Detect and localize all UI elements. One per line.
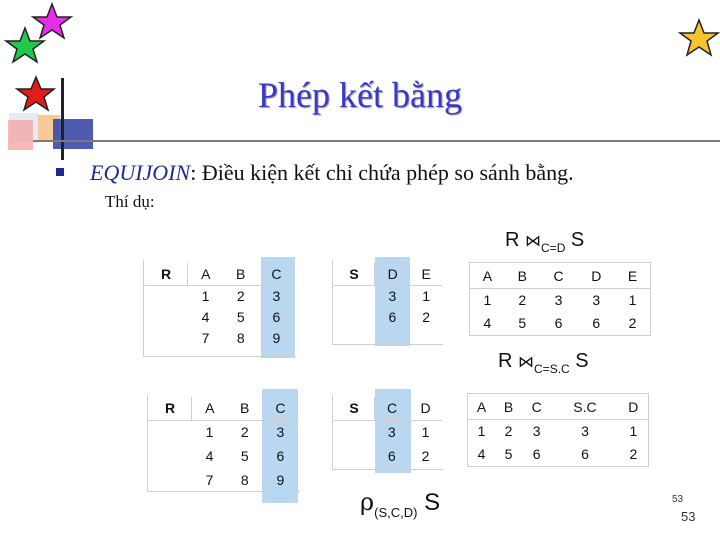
table-cell: 3 bbox=[272, 287, 281, 304]
table-cell: 3 bbox=[554, 291, 563, 308]
join-expression-2 bbox=[498, 350, 589, 376]
column-header: D bbox=[619, 395, 648, 419]
table-cell bbox=[145, 306, 188, 327]
table-cell: 3 bbox=[592, 291, 601, 308]
table-cell: 7 bbox=[201, 329, 210, 346]
definition-text: : Điều kiện kết chỉ chứa phép so sánh bằng. bbox=[190, 160, 574, 185]
table-cell: 2 bbox=[422, 308, 431, 325]
expr2-left: R bbox=[498, 350, 513, 372]
table-cell: 6 bbox=[554, 314, 563, 331]
table-cell: 9 bbox=[276, 472, 285, 488]
decor-block bbox=[53, 119, 93, 149]
table-cell: 2 bbox=[236, 287, 245, 304]
table-cell: 3 bbox=[276, 424, 285, 441]
table-cell bbox=[334, 306, 375, 327]
table-cell: 6 bbox=[387, 448, 396, 464]
relation-name: S bbox=[334, 263, 375, 285]
table-cell bbox=[334, 420, 375, 444]
column-header: S.C bbox=[551, 395, 618, 419]
expr2-right: S bbox=[575, 350, 589, 372]
expr1-right: S bbox=[570, 229, 585, 251]
table-cell: 3 bbox=[388, 287, 397, 304]
column-header: B bbox=[228, 397, 262, 420]
keyword: EQUIJOIN bbox=[90, 160, 191, 185]
column-header: E bbox=[615, 264, 650, 288]
column-header: D bbox=[409, 397, 442, 420]
table-cell: 1 bbox=[422, 287, 431, 304]
star-green-icon bbox=[6, 28, 44, 62]
relation-name: S bbox=[334, 397, 375, 420]
column-header: E bbox=[410, 263, 442, 285]
decor-block bbox=[8, 120, 33, 150]
rename-attributes: (S,C,D) bbox=[374, 505, 418, 520]
table-cell bbox=[149, 444, 192, 468]
table-cell: 3 bbox=[532, 422, 541, 439]
table-cell: 4 bbox=[477, 445, 486, 462]
equijoin-result-table bbox=[470, 264, 650, 334]
table-cell: 3 bbox=[581, 422, 589, 439]
table-cell: 6 bbox=[388, 308, 397, 325]
column-header: A bbox=[188, 263, 224, 285]
column-header: B bbox=[224, 263, 258, 285]
column-header: C bbox=[258, 263, 295, 285]
table-cell bbox=[149, 468, 192, 492]
table-cell: 1 bbox=[201, 287, 210, 304]
table-cell: 3 bbox=[387, 424, 396, 441]
join-expression-1 bbox=[505, 229, 585, 255]
column-header: A bbox=[192, 397, 228, 420]
table-cell: 4 bbox=[201, 308, 210, 325]
relation-name: R bbox=[149, 397, 192, 420]
bullet-icon bbox=[56, 168, 64, 176]
table-cell: 1 bbox=[205, 424, 214, 441]
relation-name: R bbox=[145, 263, 188, 285]
table-cell: 8 bbox=[240, 472, 249, 488]
star-magenta-icon bbox=[33, 4, 71, 38]
star-yellow-icon bbox=[678, 18, 720, 60]
table-cell: 1 bbox=[477, 422, 486, 439]
column-header: C bbox=[522, 395, 551, 419]
table-cell: 2 bbox=[628, 314, 637, 331]
page-number-small: 53 bbox=[672, 494, 684, 505]
table-cell: 4 bbox=[483, 314, 492, 331]
join-icon: ⋈ bbox=[518, 352, 535, 371]
table-cell: 6 bbox=[581, 445, 589, 462]
table-cell: 6 bbox=[272, 308, 281, 325]
column-header: B bbox=[505, 264, 540, 288]
table-cell: 6 bbox=[276, 448, 285, 464]
table-cell: 2 bbox=[240, 424, 249, 441]
rho-symbol: ρ bbox=[360, 488, 375, 516]
column-header: C bbox=[262, 397, 299, 420]
table-cell: 2 bbox=[518, 291, 527, 308]
table-cell bbox=[145, 327, 188, 348]
example-label: Thí dụ: bbox=[105, 192, 155, 211]
expr1-cond: C=D bbox=[541, 241, 566, 255]
table-cell bbox=[149, 420, 192, 444]
column-header: B bbox=[495, 395, 522, 419]
table-cell: 5 bbox=[236, 308, 245, 325]
title-divider bbox=[33, 140, 720, 142]
table-cell: 5 bbox=[504, 445, 513, 462]
relation-r-table bbox=[145, 263, 295, 348]
table-cell bbox=[145, 285, 188, 306]
table-cell: 2 bbox=[504, 422, 513, 439]
rename-relation: S bbox=[424, 489, 441, 516]
table-cell bbox=[334, 444, 375, 468]
column-header: D bbox=[375, 263, 411, 285]
page-title: Phép kết bằng bbox=[258, 75, 462, 115]
column-header: C bbox=[540, 264, 578, 288]
column-header: D bbox=[577, 264, 615, 288]
table-cell: 1 bbox=[629, 422, 638, 439]
rename-expression bbox=[360, 488, 441, 520]
table-cell: 5 bbox=[240, 448, 249, 464]
table-cell: 2 bbox=[629, 445, 638, 462]
definition-line bbox=[90, 160, 574, 186]
join-icon: ⋈ bbox=[525, 231, 542, 250]
table-cell: 1 bbox=[421, 424, 430, 441]
table-cell: 1 bbox=[628, 291, 637, 308]
relation-s-table bbox=[334, 397, 442, 468]
column-header: A bbox=[468, 395, 495, 419]
table-cell bbox=[334, 285, 375, 306]
table-cell: 5 bbox=[518, 314, 527, 331]
table-cell: 6 bbox=[532, 445, 541, 462]
table-cell: 7 bbox=[205, 472, 214, 488]
table-cell: 4 bbox=[205, 448, 214, 464]
table-cell: 1 bbox=[483, 291, 492, 308]
table-cell: 8 bbox=[236, 329, 245, 346]
column-header: A bbox=[470, 264, 505, 288]
table-cell: 2 bbox=[421, 448, 430, 464]
relation-r-table bbox=[149, 397, 299, 492]
table-cell: 6 bbox=[592, 314, 601, 331]
column-header: C bbox=[375, 397, 410, 420]
relation-s-table bbox=[334, 263, 442, 327]
equijoin-result-table bbox=[468, 395, 648, 465]
expr1-left: R bbox=[505, 229, 520, 251]
table-cell: 9 bbox=[272, 329, 281, 346]
expr2-cond: C=S.C bbox=[534, 362, 570, 376]
page-number: 53 bbox=[681, 509, 696, 524]
